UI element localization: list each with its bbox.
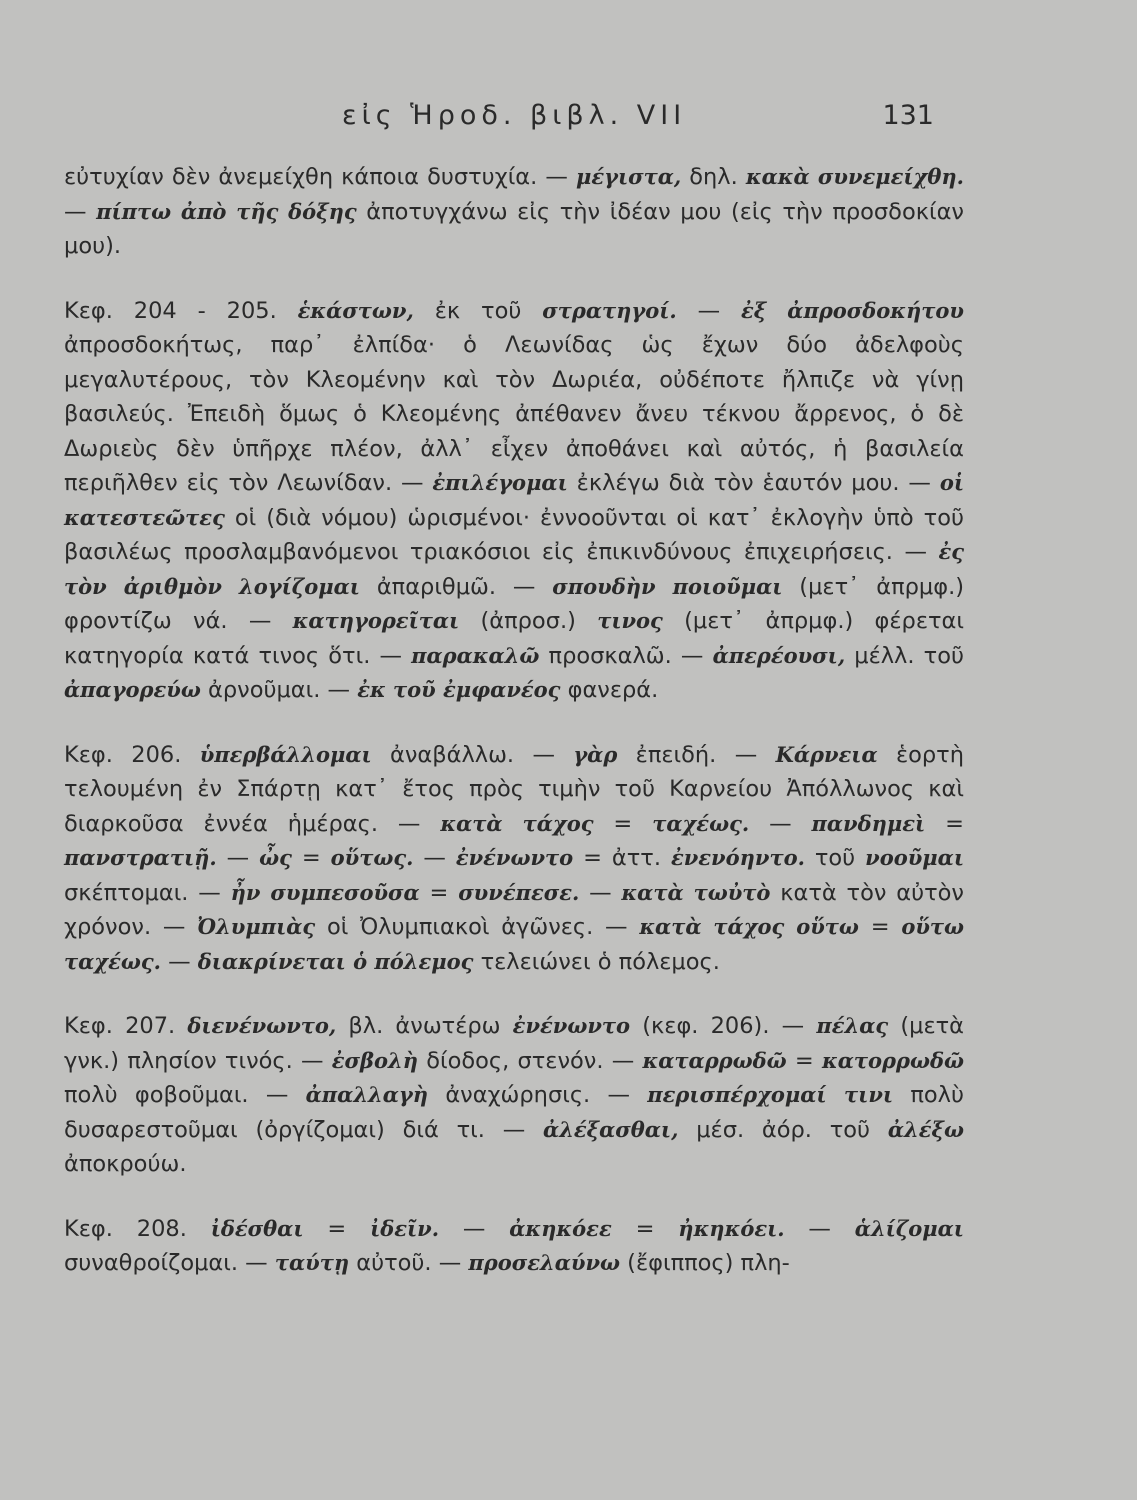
headword: ὦς — [259, 845, 292, 870]
headword: ἰδέσθαι — [210, 1215, 304, 1241]
gloss-text: (μετὰ γνκ.) πλησίον τινός. — — [64, 1013, 964, 1074]
gloss-text: φανερά. — [560, 677, 659, 703]
headword: πανστρατιῇ. — [64, 845, 217, 870]
headword: διενένωντο, — [187, 1013, 337, 1038]
headword: ἐσβολὴ — [331, 1047, 418, 1073]
gloss-text: μέλλ. τοῦ — [845, 642, 964, 669]
headword: κατὰ τάχος οὕτω — [639, 914, 859, 939]
gloss-text: (ἀπροσ.) — [459, 608, 598, 634]
gloss-text: οἱ (διὰ νόμου) ὡρισμένοι· ἐννοοῦνται οἱ κατ᾽ ἐκλογὴν ὑπὸ τοῦ βασιλέως προσλαμβανόμενοι τριακόσιοι εἰς ἐπικινδύνους ἐπιχειρήσεις. — — [64, 504, 964, 565]
gloss-text: = — [786, 1047, 823, 1074]
headword: προσελαύνω — [468, 1250, 621, 1275]
headword: παρακαλῶ — [411, 642, 540, 668]
headword: ἀπαλλαγὴ — [305, 1082, 429, 1107]
headword: ἑκάστων, — [297, 297, 414, 323]
headword: οὕτω ταχέως. — [64, 914, 965, 974]
gloss-text: τοῦ — [804, 845, 866, 871]
gloss-text: — — [676, 297, 742, 324]
gloss-text: πολὺ δυσαρεστοῦμαι (ὀργίζομαι) διά τι. — — [64, 1082, 964, 1143]
headword: ἐξ ἀπροσδοκήτου — [741, 297, 965, 323]
gloss-text: — — [413, 845, 456, 871]
headword: ἐπιλέγομαι — [432, 470, 568, 495]
headword: στρατηγοί. — [542, 297, 677, 323]
gloss-text: αὐτοῦ. — — [349, 1250, 469, 1276]
headword: καταρρωδῶ — [642, 1047, 787, 1073]
paragraph-kef-207 — [64, 1009, 964, 1182]
gloss-text: προσκαλῶ. — — [539, 642, 713, 669]
gloss-text: ἀρνοῦμαι. — — [200, 677, 358, 703]
gloss-text: συναθροίζομαι. — — [64, 1250, 275, 1276]
gloss-text: (ἔφιππος) πλη- — [620, 1250, 790, 1276]
headword: ἐνένωντο — [455, 845, 574, 870]
gloss-text: = — [291, 845, 331, 871]
gloss-text: (μετ᾽ ἀπρμφ.) φροντίζω νά. — — [64, 573, 964, 634]
gloss-text: ἐπειδή. — — [617, 741, 776, 768]
headword: ταύτῃ — [274, 1250, 350, 1275]
gloss-text: = — [858, 914, 902, 940]
headword: ἀπερέουσι, — [712, 642, 846, 668]
headword: κατηγορεῖται — [292, 608, 460, 633]
gloss-text: εὐτυχίαν δὲν ἀνεμείχθη κάποια δυστυχία. — — [64, 164, 576, 190]
headword: περισπέρχομαί τινι — [647, 1082, 894, 1107]
headword: πέλας — [816, 1013, 889, 1038]
gloss-text: = — [925, 810, 964, 837]
gloss-text: ἐκλέγω διὰ τὸν ἑαυτόν μου. — — [567, 470, 940, 496]
gloss-text: = ἀττ. — [573, 845, 671, 871]
headword: συνέπεσε. — [458, 879, 580, 905]
gloss-text: — — [216, 845, 260, 871]
gloss-text: κατὰ τὸν αὐτὸν χρόνον. — — [64, 879, 964, 940]
gloss-text: Κεφ. 206. — [64, 741, 200, 768]
headword: ἐνενόηντο. — [670, 845, 805, 870]
headword: ἁλίζομαι — [854, 1215, 964, 1241]
running-title: εἰς Ἡροδ. βιβλ. VII — [342, 100, 687, 131]
gloss-text: — — [160, 948, 198, 975]
headword: Ὀλυμπιὰς — [197, 914, 316, 939]
gloss-text: ἑορτὴ τελουμένη ἐν Σπάρτῃ κατ᾽ ἔτος πρὸς τιμὴν τοῦ Καρνείου Ἀπόλλωνος καὶ διαρκοῦσα ἐννέα ἡμέρας. — — [64, 741, 964, 837]
headword: ἐς τὸν ἀριθμὸν λογίζομαι — [64, 539, 964, 599]
headword: οἱ κατεστεῶτες — [64, 470, 964, 530]
gloss-text: ἀπαριθμῶ. — — [359, 573, 553, 600]
gloss-text: σκέπτομαι. — — [64, 879, 231, 906]
paragraph-kef-204-205 — [64, 294, 964, 708]
gloss-text: δηλ. — [681, 164, 746, 190]
headword: κακὰ συνεμείχθη. — [745, 164, 964, 189]
gloss-text: δίοδος, στενόν. — — [417, 1047, 643, 1074]
headword: ὑπερβάλλομαι — [199, 741, 372, 767]
gloss-text: πολὺ φοβοῦμαι. — — [64, 1082, 306, 1108]
headword: ἦν συμπεσοῦσα — [230, 879, 420, 905]
headword: πίπτω ἀπὸ τῆς δόξης — [96, 198, 357, 224]
gloss-text: — — [749, 810, 812, 837]
gloss-text: — — [784, 1215, 855, 1242]
headword: νοοῦμαι — [865, 845, 964, 870]
gloss-text: = — [593, 810, 653, 837]
headword: κατὰ τάχος — [440, 810, 594, 836]
gloss-text: οἱ Ὀλυμπιακοὶ ἀγῶνες. — — [315, 914, 640, 940]
gloss-text: Κεφ. 208. — [64, 1215, 211, 1242]
paragraph-kef-206 — [64, 738, 964, 980]
headword: πανδημεὶ — [811, 810, 926, 836]
headword: Κάρνεια — [775, 741, 878, 767]
headword: ἐνένωντο — [512, 1013, 631, 1038]
gloss-text: (κεφ. 206). — — [630, 1013, 817, 1039]
page-header — [64, 100, 934, 140]
gloss-text: = — [303, 1215, 371, 1242]
headword: ἐκ τοῦ ἐμφανέος — [357, 677, 561, 702]
headword: διακρίνεται ὁ πόλεμος — [197, 948, 474, 974]
headword: ἠκηκόει. — [678, 1215, 785, 1241]
gloss-text: Κεφ. 204 - 205. — [64, 297, 298, 324]
headword: ἀλέξασθαι, — [543, 1116, 679, 1142]
gloss-text: (μετ᾽ ἀπρμφ.) φέρεται κατηγορία κατά τινος ὅτι. — — [64, 608, 964, 669]
headword: τινος — [597, 608, 663, 633]
headword: ἀλέξω — [887, 1116, 964, 1142]
gloss-text: — — [64, 198, 97, 225]
gloss-text: = — [611, 1215, 679, 1242]
paragraph-continuation — [64, 160, 964, 264]
page-number: 131 — [882, 100, 934, 131]
headword: γὰρ — [573, 741, 618, 767]
gloss-text: — — [439, 1215, 510, 1242]
gloss-text: μέσ. ἀόρ. τοῦ — [678, 1116, 888, 1143]
gloss-text: Κεφ. 207. — [64, 1013, 188, 1039]
headword: κατὰ τωὐτὸ — [621, 879, 771, 905]
headword: οὕτως. — [330, 845, 414, 870]
gloss-text: — — [579, 879, 622, 906]
gloss-text: ἐκ τοῦ — [413, 297, 543, 324]
gloss-text: = — [419, 879, 459, 906]
gloss-text: βλ. ἀνωτέρω — [336, 1013, 513, 1039]
headword: ἰδεῖν. — [370, 1215, 440, 1241]
gloss-text: τελειώνει ὁ πόλεμος. — [473, 948, 720, 975]
headword: ταχέως. — [652, 810, 750, 836]
headword: μέγιστα, — [575, 164, 682, 189]
page-body — [64, 160, 964, 1311]
gloss-text: ἀναβάλλω. — — [371, 741, 574, 768]
headword: κατορρωδῶ — [822, 1047, 964, 1073]
gloss-text: ἀποκρούω. — [64, 1151, 187, 1177]
paragraph-kef-208 — [64, 1212, 964, 1281]
gloss-text: ἀποτυγχάνω εἰς τὴν ἰδέαν μου (εἰς τὴν προσδοκίαν μου). — [64, 198, 964, 259]
headword: σπουδὴν ποιοῦμαι — [552, 573, 783, 599]
gloss-text: ἀναχώρησις. — — [428, 1082, 648, 1108]
gloss-text: ἀπροσδοκήτως, παρ᾽ ἐλπίδα· ὁ Λεωνίδας ὡς ἔχων δύο ἀδελφοὺς μεγαλυτέρους, τὸν Κλεομένην καὶ τὸν Δωριέα, οὐδέποτε ἤλπιζε νὰ γίνῃ βασιλεύς. Ἐπειδὴ ὅμως ὁ Κλεομένης ἀπέθανεν ἄνευ τέκνου ἄρρενος, ὁ δὲ Δωριεὺς δὲν ὑπῆρχε πλέον, ἀλλ᾽ εἶχεν ἀποθάνει καὶ αὐτός, ἡ βασιλεία περιῆλθεν εἰς τὸν Λεωνίδαν. — — [64, 332, 964, 496]
headword: ἀκηκόεε — [509, 1215, 612, 1241]
headword: ἀπαγορεύω — [64, 677, 201, 702]
